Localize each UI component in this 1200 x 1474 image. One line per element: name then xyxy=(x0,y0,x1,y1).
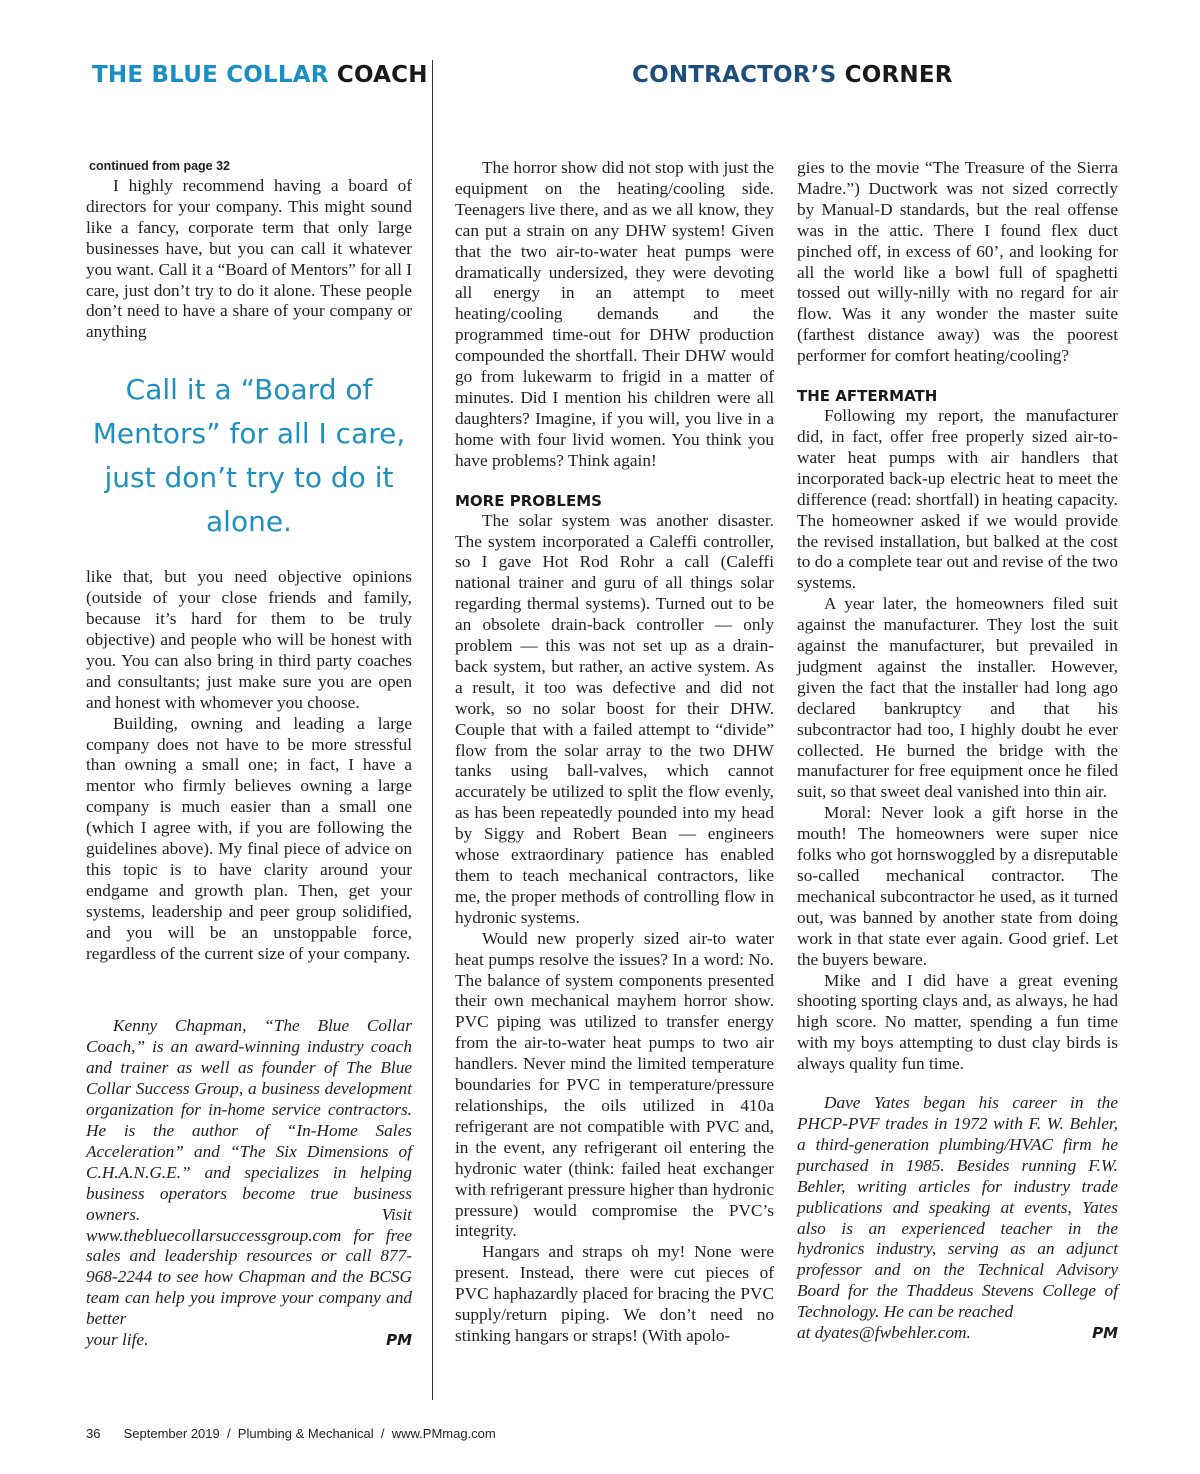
author-bio-end-text: at dyates@fwbehler.com. xyxy=(797,1323,971,1343)
pm-logo-mark: PM xyxy=(386,1331,412,1350)
paragraph: Moral: Never look a gift horse in the mouth! The homeowners were super nice folks who got hornswoggled by a disreputable so-called mechanical contractor. The mechanical subcontractor he used, as it turned out, was banned by another state from doing work in that state ever again. Good grief. Let the buyers beware. xyxy=(797,803,1118,969)
paragraph: Building, owning and leading a large company does not have to be more stressful than owning a small one; in fact, I have a mentor who firmly believes owning a large company is much easier than a small one (which I agree with, if you are following the guidelines above). My final piece of advice on this topic is to have clarity around your endgame and growth plan. Then, get your systems, leadership and peer group solidified, and you will be an unstoppable force, regardless of the current size of your company. xyxy=(86,713,412,963)
paragraph: like that, but you need objective opinions (outside of your close friends and family, because it’s hard for them to be truly objective) and people who will be honest with you. You can also bring in third party coaches and consultants; just make sure you are open and honest with whomever you choose. xyxy=(86,567,412,712)
author-bio-end xyxy=(86,1330,412,1351)
spacer xyxy=(86,964,412,1016)
page-footer xyxy=(86,1426,496,1441)
right-column xyxy=(797,158,1118,1344)
pull-quote: Call it a “Board of Mentors” for all I care, just don’t try to do it alone. xyxy=(92,373,406,539)
header-right-part1: CONTRACTOR’S xyxy=(632,62,837,88)
left-column xyxy=(86,158,412,1351)
paragraph: Mike and I did have a great evening shooting sporting clays and, as always, he had high score. No matter, spending a fun time with my boys attempting to dust clay birds is always quality fun time. xyxy=(797,970,1118,1074)
subhead-the-aftermath: THE AFTERMATH xyxy=(797,387,938,406)
paragraph: Following my report, the manufacturer did, in fact, offer free properly sized air-to-water heat pumps with air handlers that incorporated back-up electric heat to meet the difference (read: shortfall) in heating capacity. The homeowner asked if we would provide the revised installation, but balked at the cost to do a complete tear out and revise of the two systems. xyxy=(797,406,1118,593)
paragraph: The horror show did not stop with just the equipment on the heating/cooling side. Teenagers live there, and as we all know, they can put a strain on any DHW system! Given that the two air-to-water heat pumps were dramatically undersized, they were devoting all energy in an attempt to meet heating/cooling demands and the programmed time-out for DHW production compounded the shortfall. Their DHW would go from lukewarm to frigid in a matter of minutes. Did I mention his children were all daughters? Imagine, if you will, you live in a home with four livid women. You think you have problems? Think again! xyxy=(455,158,774,470)
column-divider xyxy=(432,60,433,1400)
author-bio xyxy=(797,1093,1118,1323)
paragraph: A year later, the homeowners filed suit against the manufacturer. They lost the suit against the manufacturer, but prevailed in judgment against the installer. However, given the fact that the installer had long ago declared bankruptcy and that his subcontractor had too, I highly doubt he ever collected. He burned the bridge with the manufacturer for free equipment once he filed suit, so that sweet deal vanished into thin air. xyxy=(797,594,1118,802)
author-bio-text: Kenny Chapman, “The Blue Collar Coach,” is an award-winning industry coach and trainer as well as founder of The Blue Collar Success Group, a business development organization for in-home service contractors. He is the author of “In-Home Sales Acceleration” and “The Six Dimensions of C.H.A.N.G.E.” and specializes in helping business operators become true business owners. Visit www.thebluecollarsuccessgroup.com for free sales and leadership resources or call 877-968-2244 to see how Chapman and the BCSG team can help you improve your company and better xyxy=(86,1016,412,1329)
author-bio xyxy=(86,1016,412,1330)
header-right-part2: CORNER xyxy=(844,62,953,88)
header-left-part2: COACH xyxy=(336,62,428,88)
section-header-right xyxy=(632,62,953,88)
section-header-left xyxy=(92,62,428,88)
pm-logo-mark: PM xyxy=(1092,1324,1118,1343)
continued-label: continued from page 32 xyxy=(89,159,230,173)
header-left-part1: THE BLUE COLLAR xyxy=(92,62,329,88)
page-number: 36 xyxy=(86,1426,101,1441)
paragraph: I highly recommend having a board of directors for your company. This might sound like a fancy, corporate term that only large businesses have, but you can call it whatever you want. Call it a “Board of Mentors” for all I care, just don’t try to do it alone. These people don’t need to have a share of your company or anything xyxy=(86,176,412,342)
paragraph: Would new properly sized air-to water heat pumps resolve the issues? In a word: No. The balance of system components presented their own mechanical mayhem horror show. PVC piping was utilized to transfer energy from the air-to-water heat pumps to two air handlers. Never mind the limited temperature boundaries for PVC in temperature/pressure relationships, the oils utilized in 410a refrigerant are not compatible with PVC and, in the event, any refrigerant oil entering the hydronic water (think: failed heat exchanger with refrigerant pressure higher than hydronic pressure) would compromise the PVC’s integrity. xyxy=(455,928,774,1241)
author-bio-end-text: your life. xyxy=(86,1330,149,1350)
middle-column xyxy=(455,158,774,1347)
author-bio-text: Dave Yates began his career in the PHCP-PVF trades in 1972 with F. W. Behler, a third-generation plumbing/HVAC firm he purchased in 1985. Besides running F.W. Behler, writing articles for industry trade publications and speaking at events, Yates also is an experienced teacher in the hydronics industry, serving as an adjunct professor and on the Technical Advisory Board for the Thaddeus Stevens College of Technology. He can be reached xyxy=(797,1093,1118,1322)
footer-text: September 2019 / Plumbing & Mechanical / www.PMmag.com xyxy=(123,1426,496,1441)
author-bio-end xyxy=(797,1323,1118,1344)
paragraph: gies to the movie “The Treasure of the Sierra Madre.”) Ductwork was not sized correctly by Manual-D standards, but the real offense was in the attic. There I found flex duct pinched off, in excess of 60’, and looking for all the world like a bowl full of spaghetti tossed out willy-nilly with no regard for air flow. Was it any wonder the master suite (farthest distance away) was the poorest performer for comfort heating/cooling? xyxy=(797,158,1118,366)
subhead-more-problems: MORE PROBLEMS xyxy=(455,491,602,510)
paragraph: The solar system was another disaster. The system incorporated a Caleffi controller, so I gave Hot Rod Rohr a call (Caleffi national trainer and guru of all things solar regarding thermal systems). Turned out to be an obsolete drain-back controller — only problem — this was not set up as a drain-back system, but rather, an active system. As a result, it too was defective and did not work, so no solar boost for their DHW. Couple that with a failed attempt to “divide” flow from the solar array to the two DHW tanks using ball-valves, which cannot accurately be utilized to split the flow evenly, as has been repeatedly pounded into my head by Siggy and Robert Bean — engineers whose extraordinary patience has enabled them to teach mechanical contractors, like me, the proper methods of controlling flow in hydronic systems. xyxy=(455,510,774,927)
paragraph: Hangars and straps oh my! None were present. Instead, there were cut pieces of PVC haphazardly placed for bracing the PVC supply/return piping. We don’t need no stinking hangars or straps! (With apolo- xyxy=(455,1242,774,1345)
